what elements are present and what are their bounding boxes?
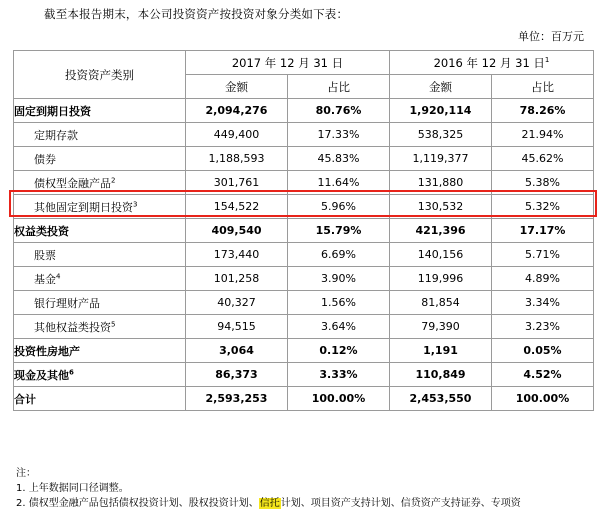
table-row	[14, 291, 594, 315]
row-label	[14, 147, 186, 171]
row-label-text: 债权型金融产品	[34, 176, 111, 190]
row-share-2017: 15.79%	[288, 219, 390, 243]
row-amount-2017: 2,593,253	[186, 387, 288, 411]
row-amount-2017: 2,094,276	[186, 99, 288, 123]
footnote-2-part-a: 2. 债权型金融产品包括债权投资计划、股权投资计划、	[16, 498, 259, 509]
row-share-2016: 5.32%	[492, 195, 594, 219]
table-row	[14, 99, 594, 123]
row-label-text: 定期存款	[34, 128, 78, 142]
table-row	[14, 339, 594, 363]
row-label	[14, 339, 186, 363]
table-header	[14, 51, 594, 99]
row-label-sup: 3	[133, 199, 138, 208]
row-amount-2016: 79,390	[390, 315, 492, 339]
row-label	[14, 315, 186, 339]
table-row-total	[14, 387, 594, 411]
row-label-text: 其他固定到期日投资	[34, 200, 133, 214]
row-label-text: 债券	[34, 152, 56, 166]
row-amount-2016: 131,880	[390, 171, 492, 195]
row-label-text: 固定到期日投资	[14, 104, 91, 118]
row-amount-2017: 3,064	[186, 339, 288, 363]
row-amount-2017: 409,540	[186, 219, 288, 243]
row-label	[14, 123, 186, 147]
table-row	[14, 267, 594, 291]
footnote-2-part-b: 计划、项目资产支持计划、信贷资产支持证券、专项资	[280, 498, 521, 509]
row-share-2016: 17.17%	[492, 219, 594, 243]
header-share-2017: 占比	[288, 75, 390, 99]
row-share-2017: 6.69%	[288, 243, 390, 267]
header-amount-2017: 金额	[186, 75, 288, 99]
row-label	[14, 267, 186, 291]
row-label-text: 股票	[34, 248, 56, 262]
table-row	[14, 243, 594, 267]
row-label-text: 权益类投资	[14, 224, 69, 238]
row-label-text: 其他权益类投资	[34, 320, 111, 334]
row-label	[14, 195, 186, 219]
header-year-2017	[186, 51, 390, 75]
row-share-2017: 3.33%	[288, 363, 390, 387]
footnote-title: 注：	[16, 468, 36, 479]
row-share-2017: 3.90%	[288, 267, 390, 291]
row-label-text: 合计	[14, 392, 36, 406]
row-label	[14, 171, 186, 195]
header-year-2016	[390, 51, 594, 75]
row-share-2016: 21.94%	[492, 123, 594, 147]
row-amount-2016: 119,996	[390, 267, 492, 291]
header-year-2016-sup: 1	[544, 55, 550, 64]
table-header-row-years	[14, 51, 594, 75]
table-row-highlighted	[14, 171, 594, 195]
row-label	[14, 291, 186, 315]
row-amount-2017: 86,373	[186, 363, 288, 387]
row-amount-2017: 101,258	[186, 267, 288, 291]
row-amount-2017: 1,188,593	[186, 147, 288, 171]
table-row	[14, 147, 594, 171]
row-label-sup: 6	[69, 367, 74, 376]
header-year-2017-label: 2017 年 12 月 31 日	[231, 55, 344, 70]
row-share-2017: 45.83%	[288, 147, 390, 171]
row-label	[14, 363, 186, 387]
row-label-sup: 4	[56, 271, 61, 280]
row-amount-2016: 140,156	[390, 243, 492, 267]
row-amount-2017: 154,522	[186, 195, 288, 219]
row-share-2017: 0.12%	[288, 339, 390, 363]
row-amount-2016: 2,453,550	[390, 387, 492, 411]
row-share-2017: 11.64%	[288, 171, 390, 195]
footnotes	[16, 466, 521, 511]
unit-label: 单位：百万元	[518, 30, 584, 43]
row-label	[14, 387, 186, 411]
table-row	[14, 363, 594, 387]
row-label-text: 银行理财产品	[34, 296, 100, 310]
row-share-2016: 100.00%	[492, 387, 594, 411]
header-share-2016: 占比	[492, 75, 594, 99]
row-amount-2017: 94,515	[186, 315, 288, 339]
row-share-2017: 80.76%	[288, 99, 390, 123]
row-share-2016: 45.62%	[492, 147, 594, 171]
row-amount-2016: 538,325	[390, 123, 492, 147]
header-category: 投资资产类别	[14, 51, 186, 99]
row-share-2017: 1.56%	[288, 291, 390, 315]
row-label-sup: 2	[111, 175, 116, 184]
header-year-2016-label: 2016 年 12 月 31 日	[433, 55, 545, 70]
row-amount-2016: 1,119,377	[390, 147, 492, 171]
row-label	[14, 243, 186, 267]
row-label-text: 投资性房地产	[14, 344, 80, 358]
row-label-sup: 5	[111, 319, 116, 328]
row-amount-2016: 421,396	[390, 219, 492, 243]
row-amount-2016: 81,854	[390, 291, 492, 315]
row-share-2016: 5.38%	[492, 171, 594, 195]
row-label-text: 现金及其他	[14, 368, 69, 382]
footnote-2	[16, 496, 521, 511]
table-row	[14, 123, 594, 147]
row-share-2017: 100.00%	[288, 387, 390, 411]
row-share-2017: 5.96%	[288, 195, 390, 219]
row-share-2017: 17.33%	[288, 123, 390, 147]
row-share-2016: 5.71%	[492, 243, 594, 267]
header-amount-2016: 金额	[390, 75, 492, 99]
row-share-2016: 4.89%	[492, 267, 594, 291]
table-body	[14, 99, 594, 411]
investment-assets-table	[13, 50, 594, 411]
row-label	[14, 219, 186, 243]
table-row	[14, 195, 594, 219]
row-amount-2017: 173,440	[186, 243, 288, 267]
row-amount-2016: 1,920,114	[390, 99, 492, 123]
row-share-2016: 4.52%	[492, 363, 594, 387]
footnote-1: 1. 上年数据同口径调整。	[16, 483, 129, 494]
row-amount-2017: 301,761	[186, 171, 288, 195]
intro-paragraph: 截至本报告期末，本公司投资资产按投资对象分类如下表：	[44, 7, 349, 21]
row-amount-2017: 449,400	[186, 123, 288, 147]
row-amount-2017: 40,327	[186, 291, 288, 315]
row-amount-2016: 130,532	[390, 195, 492, 219]
footnote-2-highlight: 信托	[259, 498, 280, 509]
row-label	[14, 99, 186, 123]
row-share-2017: 3.64%	[288, 315, 390, 339]
row-label-text: 基金	[34, 272, 56, 286]
row-share-2016: 3.23%	[492, 315, 594, 339]
table-row	[14, 219, 594, 243]
row-share-2016: 78.26%	[492, 99, 594, 123]
row-amount-2016: 1,191	[390, 339, 492, 363]
row-amount-2016: 110,849	[390, 363, 492, 387]
row-share-2016: 0.05%	[492, 339, 594, 363]
table-row	[14, 315, 594, 339]
row-share-2016: 3.34%	[492, 291, 594, 315]
